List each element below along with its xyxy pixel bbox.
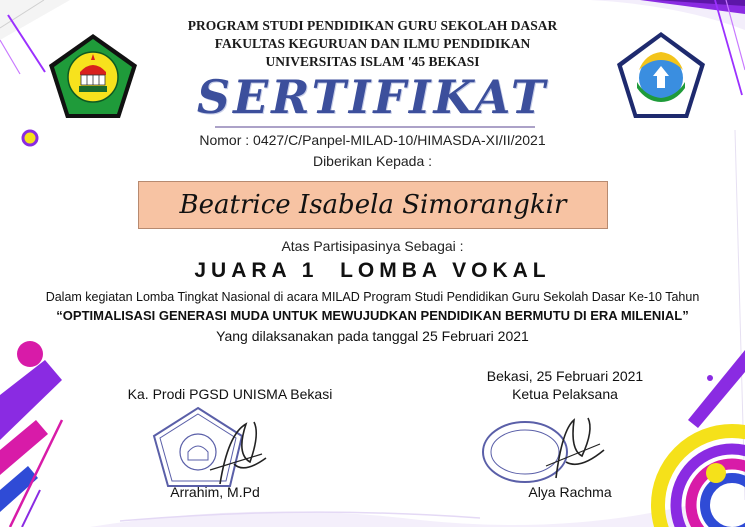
- event-date: Yang dilaksanakan pada tanggal 25 Februari 2021: [216, 328, 529, 344]
- himasda-stamp-icon: [470, 410, 610, 490]
- certificate-number: Nomor : 0427/C/Panpel-MILAD-10/HIMASDA-XI/II/2021: [199, 132, 546, 148]
- right-signer-role: Ketua Pelaksana: [512, 386, 618, 402]
- right-signer-name: Alya Rachma: [528, 484, 612, 500]
- header-line-3: UNIVERSITAS ISLAM '45 BEKASI: [265, 54, 480, 69]
- participation-label: Atas Partisipasinya Sebagai :: [281, 238, 464, 254]
- right-signer-place-date: Bekasi, 25 Februari 2021: [486, 368, 644, 384]
- title-underline: [215, 124, 535, 130]
- fkip-stamp-icon: [150, 404, 270, 494]
- given-to-label: Diberikan Kepada :: [312, 153, 433, 169]
- header-line-1: PROGRAM STUDI PENDIDIKAN GURU SEKOLAH DASAR: [187, 18, 558, 33]
- recipient-name: Beatrice Isabela Simorangkir: [179, 190, 567, 220]
- event-description: Dalam kegiatan Lomba Tingkat Nasional di acara MILAD Program Studi Pendidikan Guru Sekolah Dasar Ke-10 Tahun: [45, 290, 700, 304]
- award-title: JUARA 1 LOMBA VOKAL: [194, 259, 551, 282]
- header-line-2: FAKULTAS KEGURUAN DAN ILMU PENDIDIKAN: [214, 36, 531, 51]
- certificate-title: SERTIFIKAT: [196, 70, 549, 124]
- event-theme: “OPTIMALISASI GENERASI MUDA UNTUK MEWUJUDKAN PENDIDIKAN BERMUTU DI ERA MILENIAL”: [56, 308, 689, 323]
- left-signer-name: Arrahim, M.Pd: [170, 484, 260, 500]
- left-signer-role: Ka. Prodi PGSD UNISMA Bekasi: [127, 386, 333, 402]
